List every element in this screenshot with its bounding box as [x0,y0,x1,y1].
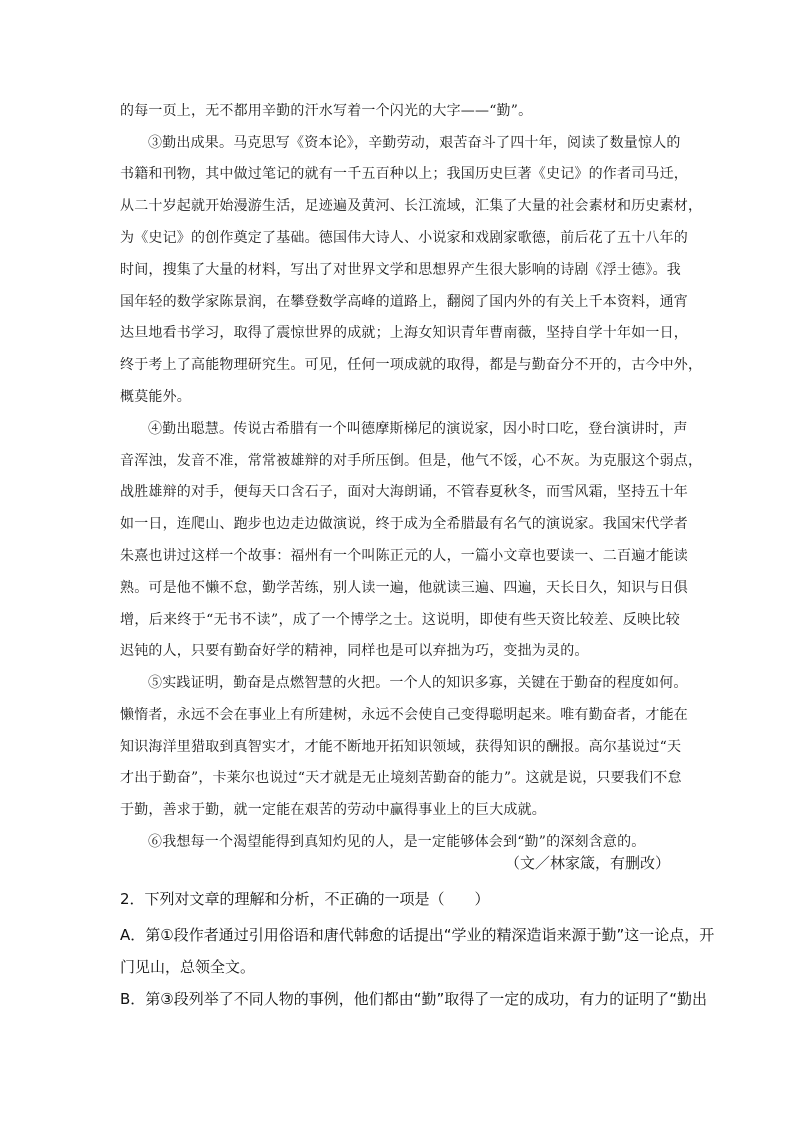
option-b: B．第③段列举了不同人物的事例，他们都由“勤”取得了一定的成功，有力的证明了“勤出 [120,990,708,1008]
paragraph-3-line: 终于考上了高能物理研究生。可见，任何一项成就的取得，都是与勤奋分不开的，古今中外， [120,357,703,373]
paragraph-3-line: 国年轻的数学家陈景润，在攀登数学高峰的道路上，翻阅了国内外的有关上千本资料，通宵 [120,294,688,310]
paragraph-4-line: 如一日，连爬山、跑步也边走边做演说，终于成为全希腊最有名气的演说家。我国宋代学者 [120,516,688,532]
paragraph-3-line: 从二十岁起就开始漫游生活，足迹遍及黄河、长江流域，汇集了大量的社会素材和历史素材， [120,198,703,214]
paragraph-4-line: 战胜雄辩的对手，便每天口含石子，面对大海朗诵，不管春夏秋冬，而雪风霜，坚持五十年 [120,484,688,500]
paragraph-5-line: 懒惰者，永远不会在事业上有所建树，永远不会使自己变得聪明起来。唯有勤奋者，才能在 [120,707,688,723]
paragraph-3-line: 概莫能外。 [120,389,191,405]
paragraph-5-line: ⑤实践证明，勤奋是点燃智慧的火把。一个人的知识多寡，关键在于勤奋的程度如何。 [148,675,688,691]
paragraph-5-line: 知识海洋里猎取到真智实才，才能不断地开拓知识领域，获得知识的酬报。高尔基说过“天 [120,739,682,755]
paragraph-3-line: 时间，搜集了大量的材料，写出了对世界文学和思想界产生很大影响的诗剧《浮士德》。我 [120,262,681,278]
paragraph-4-line: 朱熹也讲过这样一个故事：福州有一个叫陈正元的人，一篇小文章也要读一、二百遍才能读 [120,548,688,564]
paragraph-5-line: 于勤，善求于勤，就一定能在艰苦的劳动中赢得事业上的巨大成就。 [120,802,546,818]
paragraph-4-line: ④勤出聪慧。传说古希腊有一个叫德摩斯梯尼的演说家，因小时口吃，登台演讲时，声 [148,421,688,437]
option-a: A．第①段作者通过引用俗语和唐代韩愈的话提出“学业的精深造诣来源于勤”这一论点，开 [120,926,715,944]
paragraph-4-line: 音浑浊，发音不准，常常被雄辩的对手所压倒。但是，他气不馁，心不灰。为克服这个弱点， [120,453,703,469]
paragraph-4-line: 熟。可是他不懒不怠，勤学苦练，别人读一遍，他就读三遍、四遍，天长日久，知识与日俱 [120,580,688,596]
paragraph-2-tail: 的每一页上，无不都用辛勤的汗水写着一个闪光的大字——“勤”。 [120,103,533,119]
paragraph-4-line: 增，后来终于“无书不读”，成了一个博学之士。这说明，即使有些天资比较差、反映比较 [120,612,680,628]
paragraph-3-line: 为《史记》的创作奠定了基础。德国伟大诗人、小说家和戏剧家歌德，前后花了五十八年的 [120,230,688,246]
question-stem: 2．下列对文章的理解和分析，不正确的一项是（ ） [120,890,490,908]
paragraph-3-line: 书籍和刊物，其中做过笔记的就有一千五百种以上；我国历史巨著《史记》的作者司马迁， [120,166,688,182]
paragraph-4-line: 迟钝的人，只要有勤奋好学的精神，同样也是可以弃拙为巧，变拙为灵的。 [120,643,589,659]
paragraph-3-line: 达旦地看书学习，取得了震惊世界的成就；上海女知识青年曹南薇，坚持自学十年如一日， [120,325,688,341]
paragraph-3-line: ③勤出成果。马克思写《资本论》，辛勤劳动，艰苦奋斗了四十年，阅读了数量惊人的 [148,135,681,151]
option-a-continued: 门见山，总领全文。 [120,958,256,976]
paragraph-6-line: ⑥我想每一个渴望能得到真知灼见的人，是一定能够体会到“勤”的深刻含意的。 [148,834,646,850]
source-attribution: （文／林家箴，有删改） [504,854,670,872]
paragraph-5-line: 才出于勤奋”，卡莱尔也说过“天才就是无止境刻苦勤奋的能力”。这就是说，只要我们不怠 [120,770,682,786]
